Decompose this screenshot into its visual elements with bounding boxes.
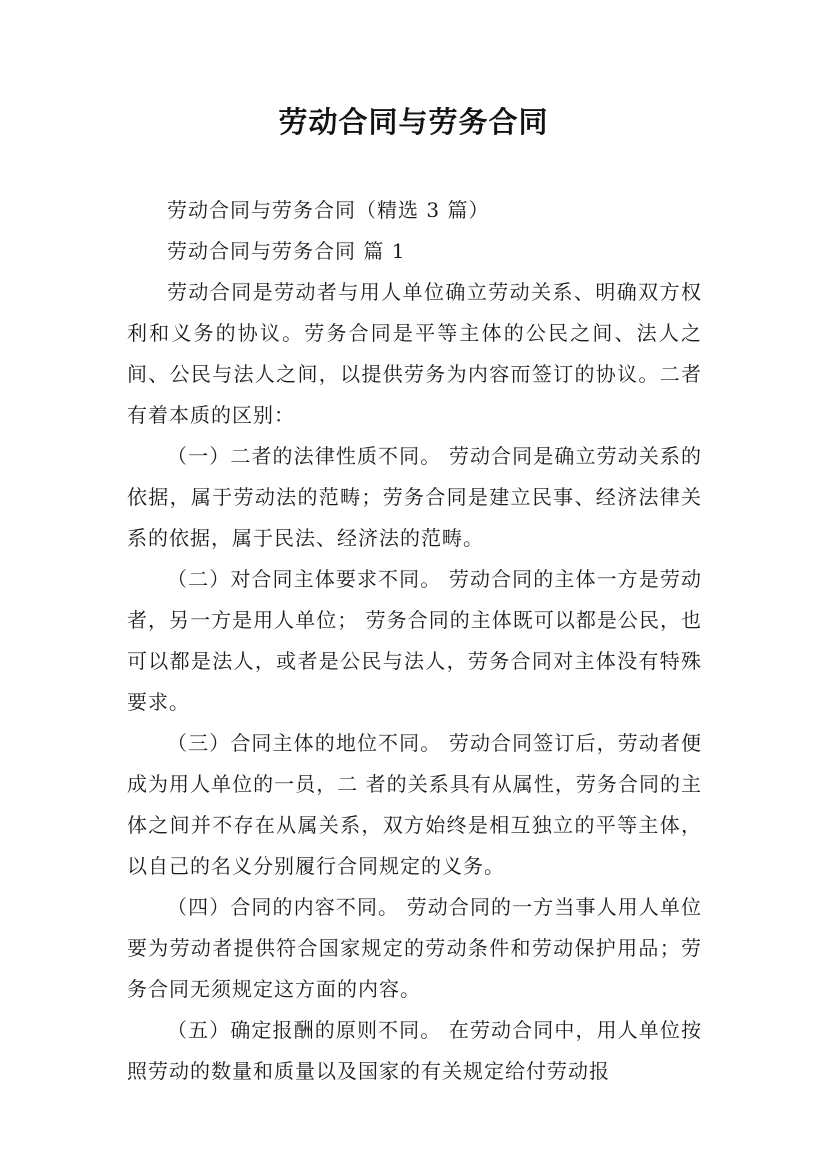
body-paragraph: 劳动合同是劳动者与用人单位确立劳动关系、明确双方权利和义务的协议。劳务合同是平等主体的公民之间、法人之间、公民与法人之间，以提供劳务为内容而签订的协议。二者有着本质的区别： bbox=[127, 280, 702, 427]
body-paragraph: （五）确定报酬的原则不同。 在劳动合同中，用人单位按照劳动的数量和质量以及国家的有关规定给付劳动报 bbox=[127, 1018, 702, 1083]
body-paragraph: （一）二者的法律性质不同。 劳动合同是确立劳动关系的依据，属于劳动法的范畴；劳务合同是建立民事、经济法律关系的依据，属于民法、经济法的范畴。 bbox=[127, 444, 702, 550]
body-paragraph: （三）合同主体的地位不同。 劳动合同签订后，劳动者便成为用人单位的一员，二 者的关系具有从属性，劳务合同的主体之间并不存在从属关系，双方始终是相互独立的平等主体，以自己的名义分别履行合同规定的义务。 bbox=[127, 731, 702, 878]
section-heading: 劳动合同与劳务合同 篇 1 bbox=[167, 239, 406, 263]
body-paragraph: （四）合同的内容不同。 劳动合同的一方当事人用人单位要为劳动者提供符合国家规定的劳动条件和劳动保护用品；劳务合同无须规定这方面的内容。 bbox=[127, 895, 702, 1001]
body-paragraph: （二）对合同主体要求不同。 劳动合同的主体一方是劳动者，另一方是用人单位； 劳务合同的主体既可以都是公民，也可以都是法人，或者是公民与法人，劳务合同对主体没有特殊要求。 bbox=[127, 567, 702, 714]
subtitle-paragraph: 劳动合同与劳务合同（精选 3 篇） bbox=[167, 198, 490, 222]
document-title: 劳动合同与劳务合同 bbox=[278, 105, 549, 139]
document-body bbox=[127, 190, 702, 1092]
